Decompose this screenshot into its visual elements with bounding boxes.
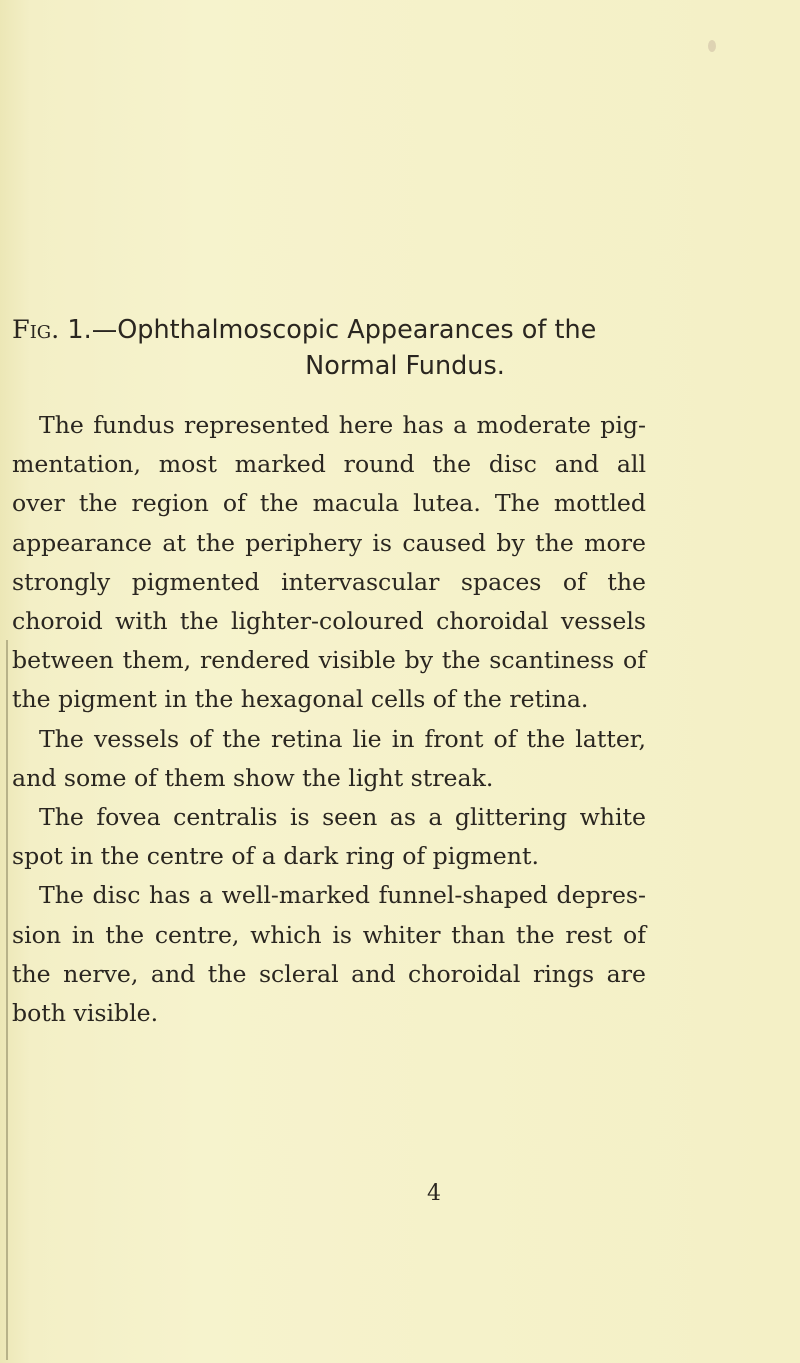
- text-line: mentation, most marked round the disc and all: [12, 450, 646, 479]
- figure-number: 1.: [59, 315, 92, 345]
- figure-label: Fig.: [12, 315, 60, 345]
- text-line: the nerve, and the scleral and choroidal rings are: [12, 959, 646, 988]
- page-content: [0, 312, 800, 1033]
- text-line: between them, rendered visible by the scantiness of: [12, 646, 646, 675]
- text-line: over the region of the macula lutea. The mottled: [12, 489, 646, 518]
- paper-speck: [708, 40, 716, 52]
- figure-caption: [0, 312, 800, 384]
- page-number: 4: [427, 1181, 441, 1206]
- caption-title-part-2: Normal Fundus.: [305, 351, 505, 381]
- text-line: the pigment in the hexagonal cells of the retina.: [12, 685, 589, 714]
- caption-line-1: [12, 312, 780, 348]
- text-line: sion in the centre, which is whiter than the rest of: [12, 920, 646, 949]
- text-line: both visible.: [12, 999, 159, 1028]
- text-line: choroid with the lighter-coloured choroidal vessels: [12, 607, 646, 636]
- text-line: The disc has a well-marked funnel-shaped depres-: [39, 881, 646, 910]
- text-line: and some of them show the light streak.: [12, 763, 494, 792]
- text-line: The vessels of the retina lie in front of the latter,: [39, 724, 646, 753]
- description-text: [0, 406, 800, 1033]
- caption-title-part-1: —Ophthalmoscopic Appearances of the: [91, 315, 597, 345]
- text-line: The fundus represented here has a moderate pig-: [39, 411, 646, 439]
- text-line: spot in the centre of a dark ring of pigment.: [12, 842, 539, 871]
- text-line: The fovea centralis is seen as a glittering white: [39, 803, 646, 832]
- text-line: strongly pigmented intervascular spaces of the: [12, 567, 646, 596]
- text-line: appearance at the periphery is caused by the more: [12, 528, 646, 557]
